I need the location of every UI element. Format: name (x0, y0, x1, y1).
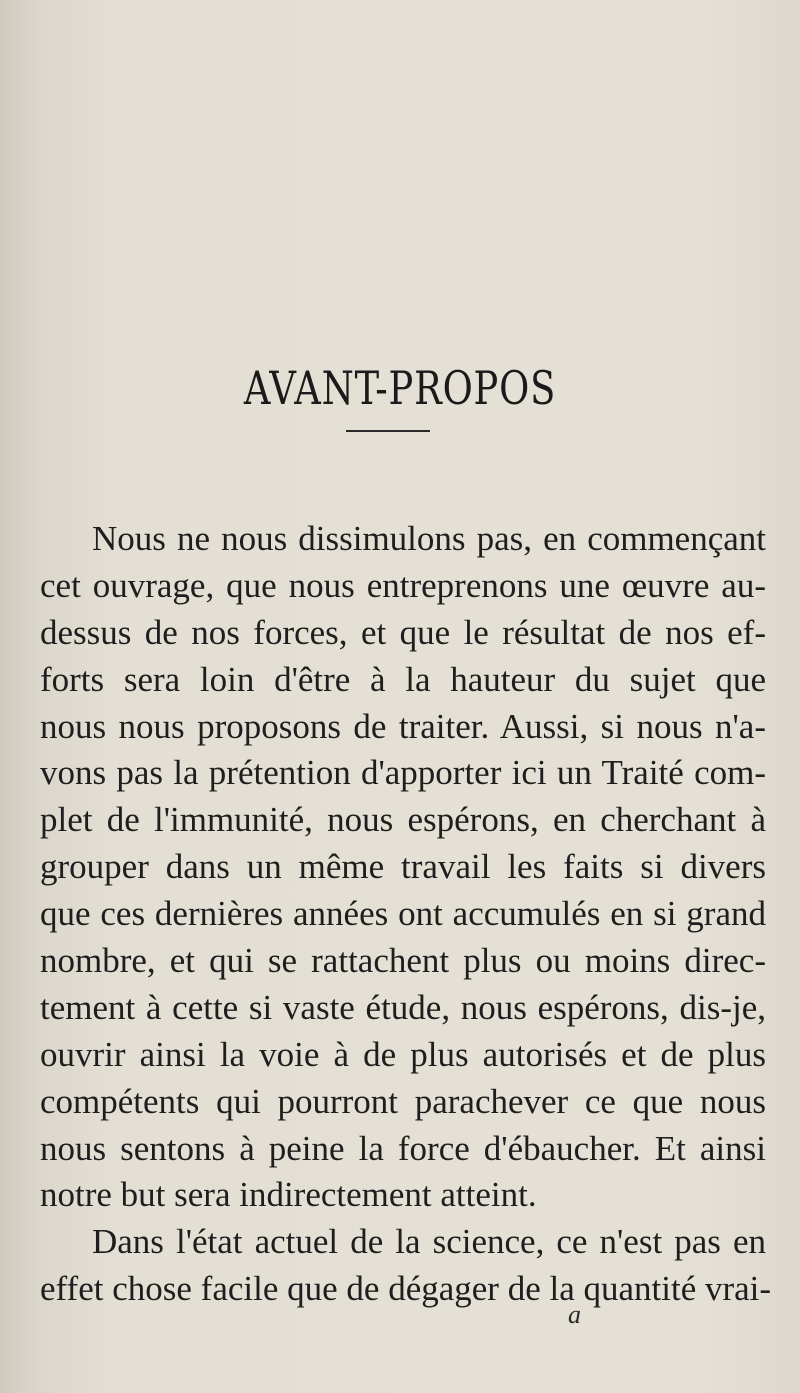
text-line: grouper dans un même travail les faits si divers (40, 847, 766, 887)
preface-text (40, 516, 772, 1313)
text-line: effet chose facile que de dégager de la quantité vrai- (40, 1269, 772, 1309)
text-line: Nous ne nous dissimulons pas, en commençant (92, 519, 766, 558)
text-line: dessus de nos forces, et que le résultat de nos ef- (40, 612, 766, 652)
text-line: notre but sera indirectement atteint. (40, 1175, 537, 1215)
text-line: forts sera loin d'être à la hauteur du sujet que (40, 659, 766, 699)
text-line: nous sentons à peine la force d'ébaucher. Et ainsi (40, 1128, 766, 1168)
text-line: cet ouvrage, que nous entreprenons une œuvre au- (40, 565, 766, 605)
signature-mark: a (568, 1300, 581, 1329)
text-line: nombre, et qui se rattachent plus ou moins direc- (40, 941, 766, 981)
title-divider (346, 430, 430, 432)
page-title: AVANT-PROPOS (243, 360, 557, 415)
text-line: tement à cette si vaste étude, nous espérons, dis-je, (40, 987, 766, 1027)
text-line: vons pas la prétention d'apporter ici un Traité com- (40, 753, 766, 793)
text-line: nous nous proposons de traiter. Aussi, si nous n'a- (40, 706, 766, 746)
text-line: que ces dernières années ont accumulés en si grand (40, 894, 766, 934)
text-line: compétents qui pourront parachever ce que nous (40, 1081, 766, 1121)
text-line: plet de l'immunité, nous espérons, en cherchant à (40, 800, 766, 840)
text-line: ouvrir ainsi la voie à de plus autorisés et de plus (40, 1034, 766, 1074)
text-line: Dans l'état actuel de la science, ce n'est pas en (92, 1222, 766, 1262)
